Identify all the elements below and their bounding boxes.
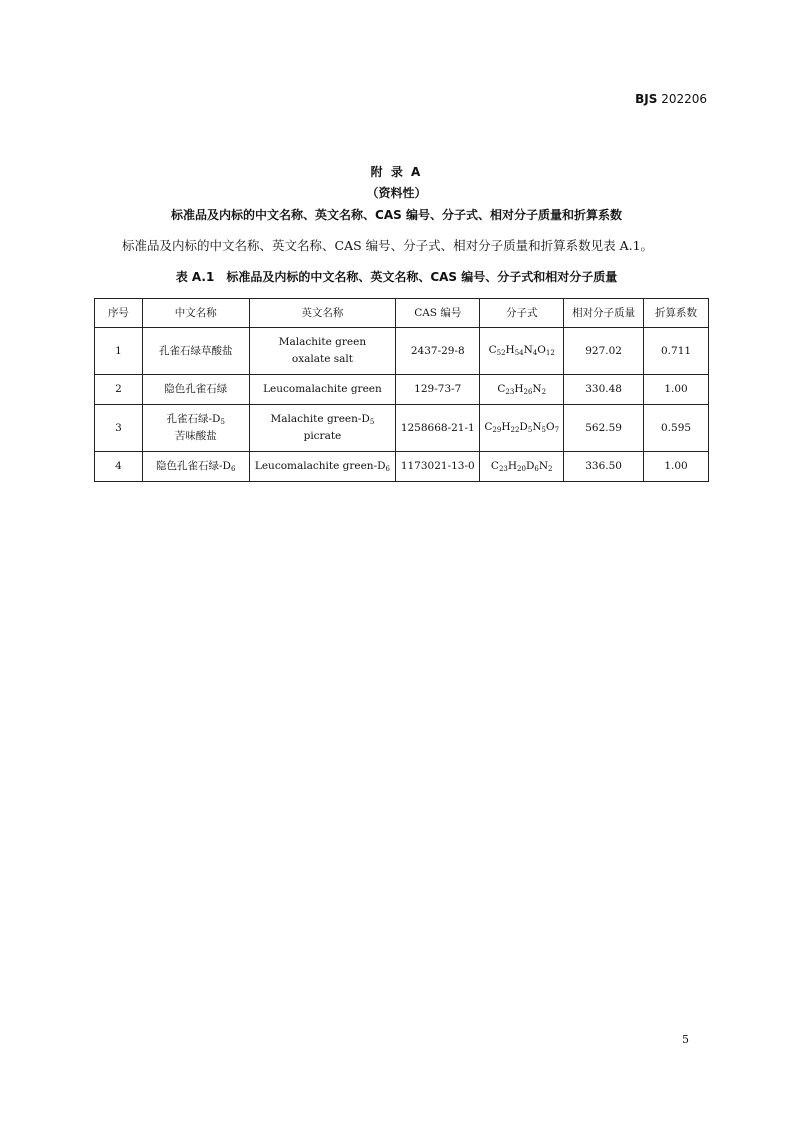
formula-element: D [519,421,528,434]
table-caption: 表 A.1 标准品及内标的中文名称、英文名称、CAS 编号、分子式和相对分子质量 [175,270,618,284]
table-row [95,375,709,405]
cell-formula [480,375,564,405]
standards-table [94,298,709,482]
cell-formula [480,405,564,452]
formula-subscript: 2 [548,464,553,473]
cn-name-subscript: 5 [220,418,225,426]
appendix-heading: 标准品及内标的中文名称、英文名称、CAS 编号、分子式、相对分子质量和折算系数 [171,208,622,222]
table-row [95,405,709,452]
cell-no: 1 [95,328,143,375]
header-factor: 折算系数 [644,299,709,328]
cell-cas: 1258668-21-1 [396,405,480,452]
formula-subscript: 52 [496,349,506,358]
formula-element: N [532,421,542,434]
cell-en-name: Leucomalachite green [249,375,396,405]
cell-mass: 330.48 [564,375,644,405]
en-name-line1: Malachite green-D [270,413,370,425]
header-cn-name: 中文名称 [142,299,249,328]
cell-factor: 1.00 [644,452,709,482]
header-formula: 分子式 [480,299,564,328]
formula-subscript: 12 [545,349,555,358]
cell-cn-name: 孔雀石绿草酸盐 [142,328,249,375]
cell-cas: 129-73-7 [396,375,480,405]
document-code-prefix: BJS [635,92,658,106]
formula-element: H [514,382,524,395]
cn-name-main: 隐色孔雀石绿-D [155,459,231,472]
document-code [635,92,707,106]
cell-cn-name: 隐色孔雀石绿 [142,375,249,405]
cn-name-line2: 苦味酸盐 [174,430,217,443]
cell-cn-name [142,452,249,482]
cell-no: 3 [95,405,143,452]
formula-subscript: 4 [532,349,538,358]
formula-element: D [525,459,535,472]
cell-formula [480,328,564,375]
formula-element: H [501,421,511,434]
en-name-main: Leucomalachite green-D [254,459,386,472]
formula-element: C [497,382,506,395]
formula-subscript: 6 [534,464,539,473]
header-mass: 相对分子质量 [564,299,644,328]
cell-mass: 927.02 [564,328,644,375]
en-name-subscript: 5 [369,418,375,426]
cell-en-name [249,405,396,452]
document-code-number: 202206 [661,92,707,106]
header-cas: CAS 编号 [396,299,480,328]
cell-en-name [249,452,396,482]
formula-element: C [490,459,499,472]
cn-name-line1: 孔雀石绿-D [166,413,221,425]
intro-paragraph: 标准品及内标的中文名称、英文名称、CAS 编号、分子式、相对分子质量和折算系数见表 A.1。 [122,238,654,253]
formula-subscript: 20 [517,464,526,473]
formula-subscript: 5 [527,426,533,435]
en-name-subscript: 6 [385,464,390,473]
formula-element: C [488,344,497,357]
page-number: 5 [682,1033,689,1046]
formula-subscript: 22 [510,426,520,435]
cell-mass: 562.59 [564,405,644,452]
table-row [95,452,709,482]
cell-mass: 336.50 [564,452,644,482]
cell-factor: 1.00 [644,375,709,405]
formula-subscript: 23 [505,387,515,396]
appendix-note: （资料性） [366,186,427,200]
formula-subscript: 7 [554,426,560,435]
header-en-name: 英文名称 [249,299,396,328]
formula-element: C [484,421,493,434]
formula-subscript: 5 [541,426,546,435]
cell-factor: 0.711 [644,328,709,375]
cell-no: 2 [95,375,143,405]
cell-cn-name [142,405,249,452]
cell-en-name [249,328,396,375]
en-name-line2: oxalate salt [291,353,353,365]
cell-factor: 0.595 [644,405,709,452]
formula-element: O [545,421,555,434]
en-name-line2: picrate [303,430,342,443]
table-header-row [95,299,709,328]
cell-cas: 1173021-13-0 [396,452,480,482]
formula-element: N [532,382,542,395]
formula-element: O [537,344,546,357]
formula-subscript: 2 [541,387,547,396]
cell-cas: 2437-29-8 [396,328,480,375]
formula-subscript: 29 [492,426,502,435]
formula-subscript: 23 [498,464,508,473]
cell-formula [480,452,564,482]
formula-element: N [538,459,549,472]
formula-element: H [505,344,515,357]
formula-element: N [523,344,533,357]
formula-element: H [507,459,518,472]
header-no: 序号 [95,299,143,328]
table-row [95,328,709,375]
formula-subscript: 26 [523,387,533,396]
en-name-line1: Malachite green [278,336,367,349]
cn-name-subscript: 6 [230,464,236,473]
cell-no: 4 [95,452,143,482]
formula-subscript: 54 [514,349,524,358]
appendix-title: 附 录 A [370,165,423,179]
